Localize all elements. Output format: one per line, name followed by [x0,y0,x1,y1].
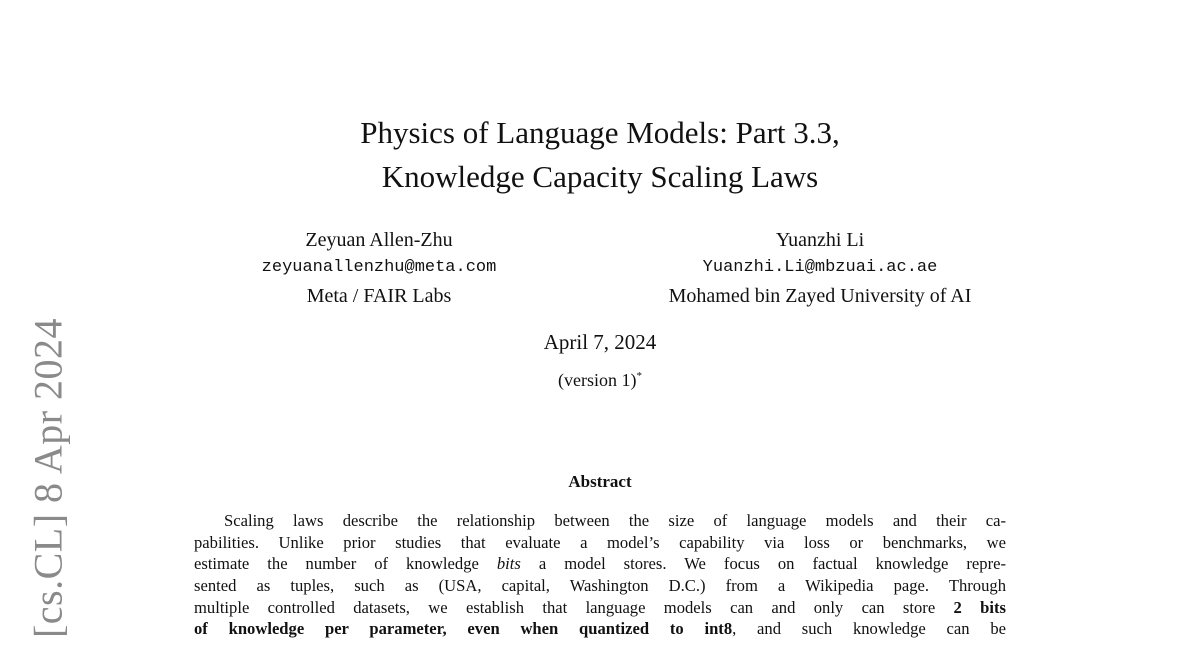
bold-text: 2 bits [953,597,1006,617]
author-name: Yuanzhi Li [775,229,865,251]
bold-text: of knowledge per parameter, even when quantized to int8 [194,619,733,639]
paper-title-line-2: Knowledge Capacity Scaling Laws [381,159,819,194]
abstract-line: pabilities. Unlike prior studies that evaluate a model’s capability via loss or benchmarks, we [194,532,1006,552]
version-label: (version 1) [558,370,637,390]
abstract-heading: Abstract [568,472,632,491]
author-email[interactable]: Yuanzhi.Li@mbzuai.ac.ae [702,258,938,277]
author-affiliation: Mohamed bin Zayed University of AI [668,285,972,307]
abstract-line: sented as tuples, such as (USA, capital, Washington D.C.) from a Wikipedia page. Through [194,576,1006,596]
paper-version [0,370,1200,391]
version-footnote-mark[interactable]: * [636,370,642,382]
author-block-2 [620,226,1020,310]
author-name: Zeyuan Allen-Zhu [305,229,453,251]
author-block-1 [220,226,538,310]
abstract-body [194,510,1006,640]
author-email[interactable]: zeyuanallenzhu@meta.com [261,258,497,277]
paper-date: April 7, 2024 [543,330,657,354]
abstract-line: Scaling laws describe the relationship between the size of language models and their ca- [224,511,1006,530]
emphasis-text: bits [496,554,521,574]
paper-title-line-1: Physics of Language Models: Part 3.3, [360,115,840,150]
abstract-line: multiple controlled datasets, we establish that language models can and only can store 2 bits [194,597,1006,617]
arxiv-sidebar-stamp: [cs.CL] 8 Apr 2024 [25,317,71,639]
abstract-line: estimate the number of knowledge bits a model stores. We focus on factual knowledge repre- [194,554,1006,574]
author-affiliation: Meta / FAIR Labs [306,285,452,307]
abstract-line: of knowledge per parameter, even when quantized to int8, and such knowledge can be [194,619,1006,639]
